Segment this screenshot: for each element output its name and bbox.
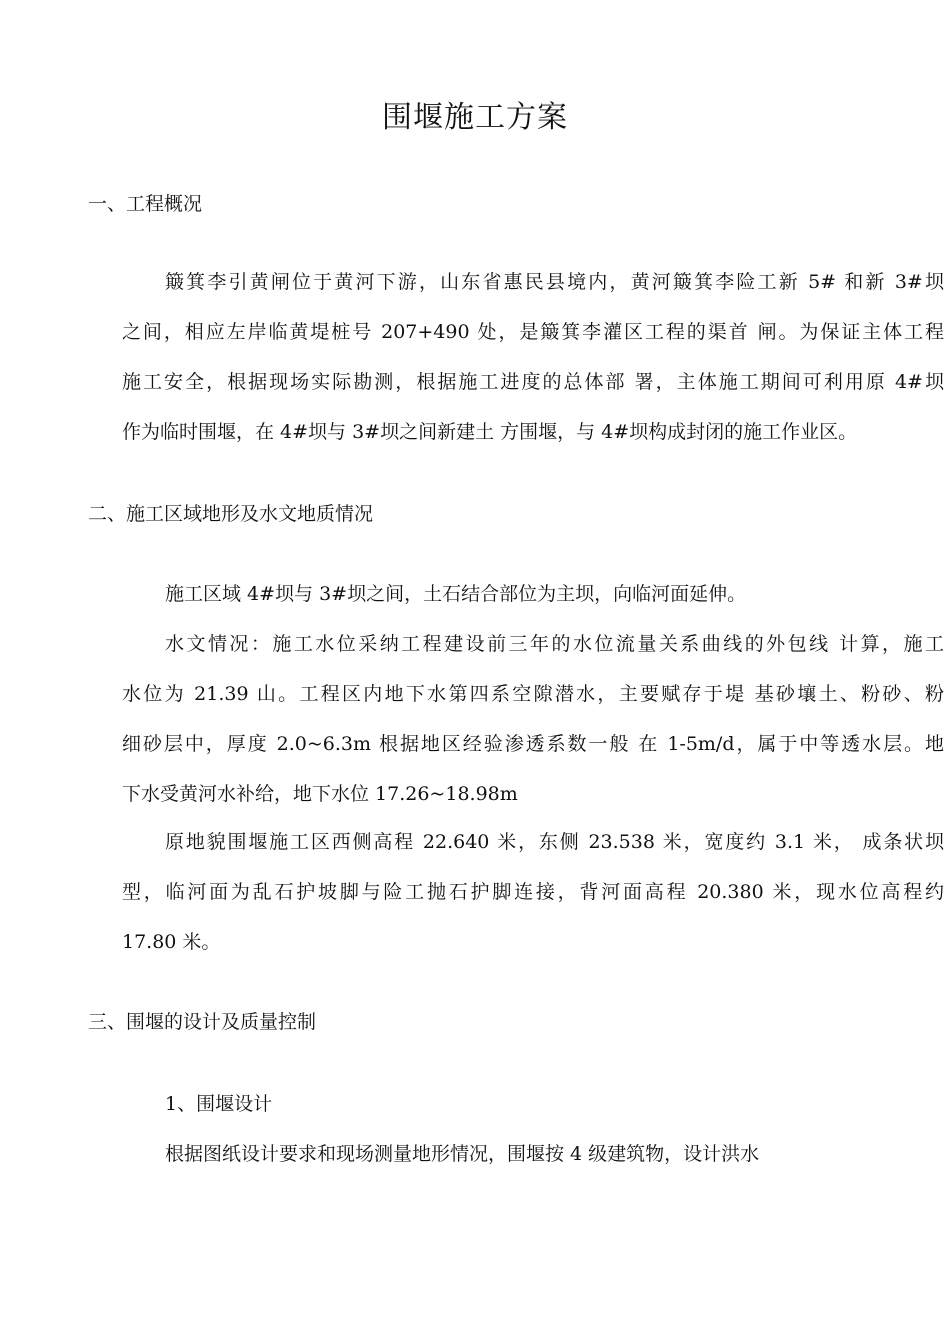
paragraph-line: 施工区域 4#坝与 3#坝之间，土石结合部位为主坝，向临河面延伸。 <box>165 583 747 605</box>
section-heading-overview: 一、工程概况 <box>88 193 203 215</box>
page-title: 围堰施工方案 <box>382 100 568 135</box>
section-heading-terrain-hydrology: 二、施工区域地形及水文地质情况 <box>88 503 374 525</box>
paragraph-line: 之间，相应左岸临黄堤桩号 207+490 处，是簸箕李灌区工程的渠首 闸。为保证主体工程 <box>122 321 944 343</box>
paragraph-line: 型，临河面为乱石护坡脚与险工抛石护脚连接，背河面高程 20.380 米，现水位高程约 <box>122 881 944 903</box>
paragraph-line: 簸箕李引黄闸位于黄河下游，山东省惠民县境内，黄河簸箕李险工新 5# 和新 3#坝 <box>165 271 944 293</box>
paragraph-line: 根据图纸设计要求和现场测量地形情况，围堰按 4 级建筑物，设计洪水 <box>165 1143 760 1165</box>
paragraph-line: 17.80 米。 <box>122 931 221 953</box>
subsection-heading: 1、围堰设计 <box>165 1093 273 1115</box>
paragraph-line: 原地貌围堰施工区西侧高程 22.640 米，东侧 23.538 米，宽度约 3.1 米， 成条状坝 <box>165 831 944 853</box>
paragraph-line: 下水受黄河水补给，地下水位 17.26~18.98m <box>122 783 518 805</box>
section-heading-design-quality: 三、围堰的设计及质量控制 <box>88 1011 317 1033</box>
paragraph-line: 水文情况：施工水位采纳工程建设前三年的水位流量关系曲线的外包线 计算，施工 <box>165 633 944 655</box>
paragraph-line: 水位为 21.39 山。工程区内地下水第四系空隙潜水，主要赋存于堤 基砂壤土、粉砂、粉 <box>122 683 944 705</box>
paragraph-line: 细砂层中，厚度 2.0~6.3m 根据地区经验渗透系数一般 在 1-5m/d，属于中等透水层。地 <box>122 733 944 755</box>
paragraph-line: 作为临时围堰，在 4#坝与 3#坝之间新建土 方围堰，与 4#坝构成封闭的施工作业区。 <box>122 421 858 443</box>
paragraph-line: 施工安全，根据现场实际勘测，根据施工进度的总体部 署，主体施工期间可利用原 4#坝 <box>122 371 944 393</box>
